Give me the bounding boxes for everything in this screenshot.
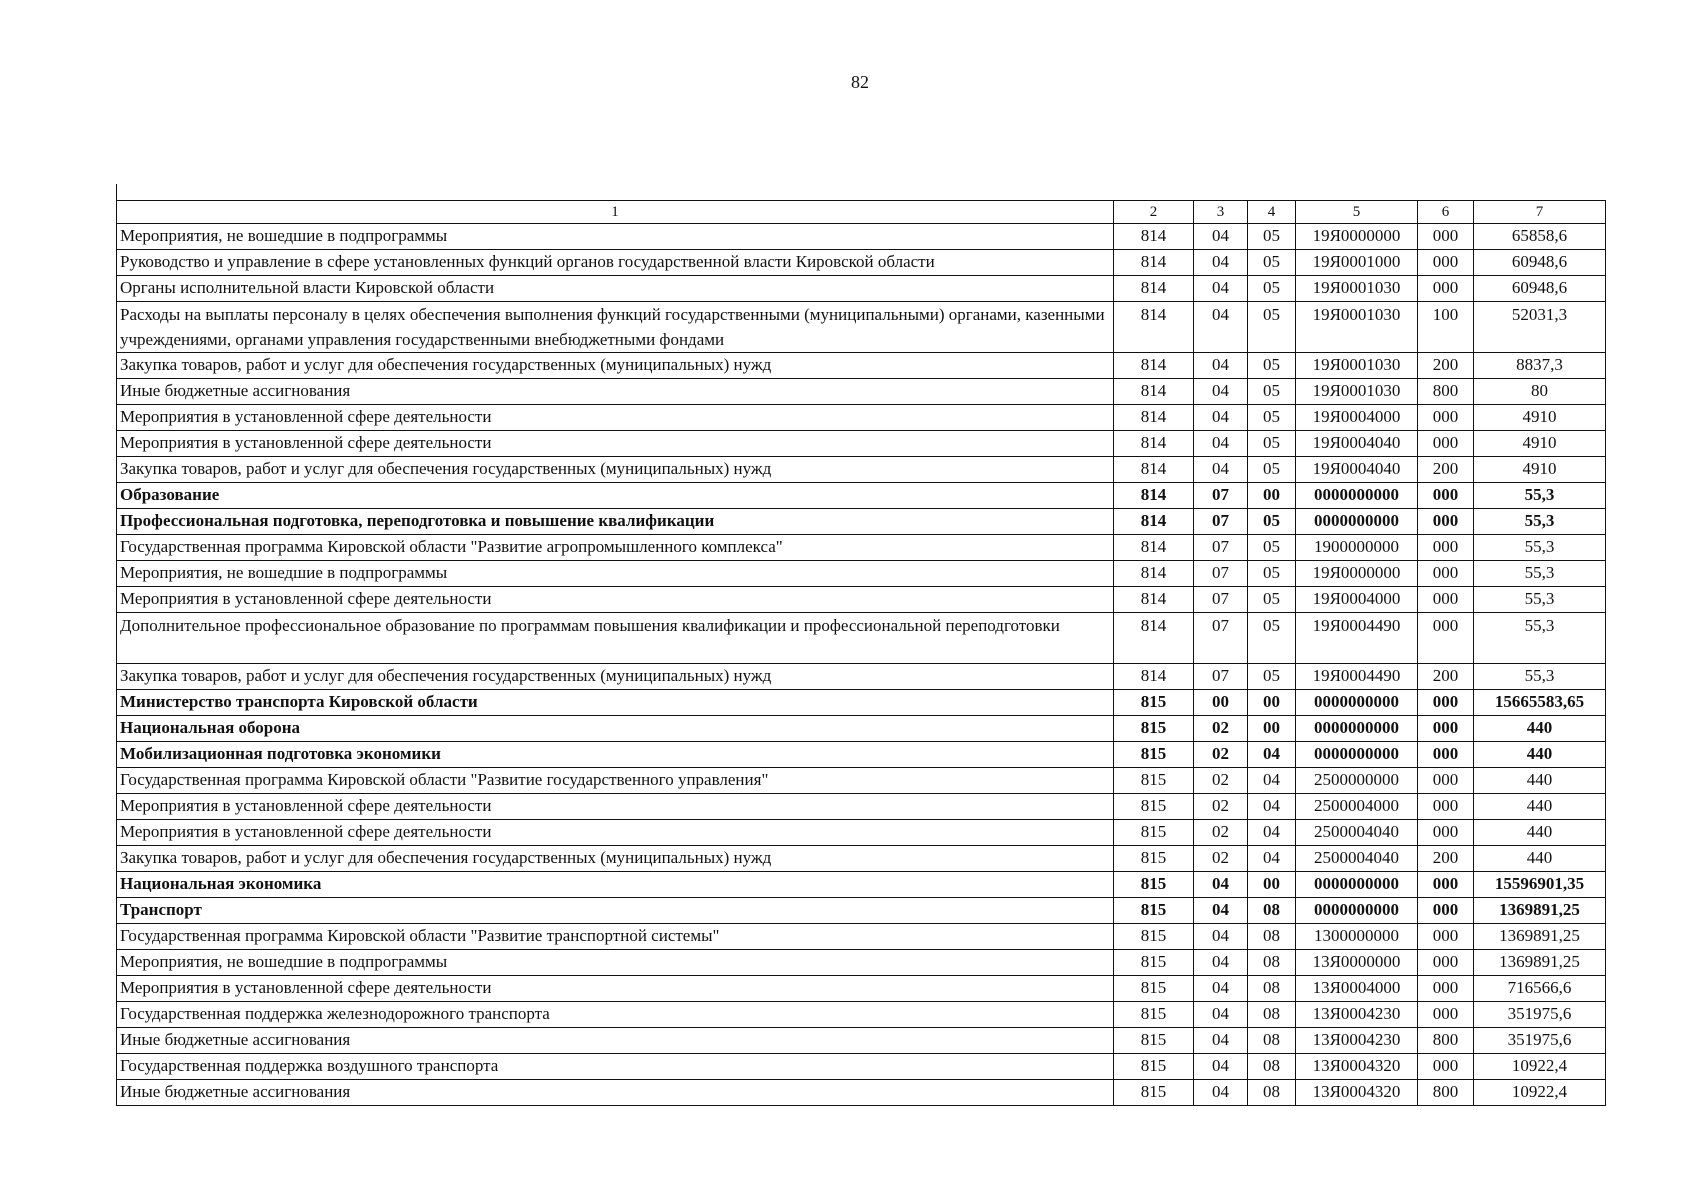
row-section-cell: 07 [1194, 483, 1248, 509]
row-subsection-cell: 05 [1248, 302, 1296, 353]
row-amount-cell: 55,3 [1474, 483, 1606, 509]
row-ministry-code-cell: 814 [1114, 224, 1194, 250]
page-number: 82 [851, 72, 869, 92]
row-subsection-cell: 05 [1248, 561, 1296, 587]
row-ministry-code-cell: 815 [1114, 690, 1194, 716]
row-target-article-cell: 0000000000 [1296, 742, 1418, 768]
row-expense-type-cell: 000 [1418, 1002, 1474, 1028]
row-expense-type-cell: 000 [1418, 794, 1474, 820]
row-subsection-cell: 05 [1248, 535, 1296, 561]
row-ministry-code-cell: 814 [1114, 302, 1194, 353]
row-target-article-cell: 19Я0001000 [1296, 250, 1418, 276]
row-section-cell: 02 [1194, 742, 1248, 768]
table-row [117, 509, 1606, 535]
row-ministry-code-cell: 815 [1114, 768, 1194, 794]
row-expense-type-cell: 000 [1418, 405, 1474, 431]
row-subsection-cell: 08 [1248, 1080, 1296, 1106]
row-target-article-cell: 0000000000 [1296, 483, 1418, 509]
row-section-cell: 07 [1194, 509, 1248, 535]
row-target-article-cell: 0000000000 [1296, 509, 1418, 535]
row-section-cell: 02 [1194, 846, 1248, 872]
row-expense-type-cell: 100 [1418, 302, 1474, 353]
row-ministry-code-cell: 815 [1114, 924, 1194, 950]
row-section-cell: 07 [1194, 535, 1248, 561]
row-amount-cell: 55,3 [1474, 664, 1606, 690]
row-amount-cell: 440 [1474, 820, 1606, 846]
table-row [117, 664, 1606, 690]
table-row [117, 250, 1606, 276]
row-target-article-cell: 13Я0004230 [1296, 1002, 1418, 1028]
row-subsection-cell: 08 [1248, 950, 1296, 976]
row-name-cell: Дополнительное профессиональное образование по программам повышения квалификации и профессиональной переподготовки [117, 613, 1114, 664]
row-amount-cell: 440 [1474, 846, 1606, 872]
table-row [117, 716, 1606, 742]
table-row [117, 353, 1606, 379]
row-expense-type-cell: 000 [1418, 276, 1474, 302]
table-row [117, 924, 1606, 950]
table-row [117, 224, 1606, 250]
table-row [117, 561, 1606, 587]
row-expense-type-cell: 000 [1418, 431, 1474, 457]
row-target-article-cell: 1300000000 [1296, 924, 1418, 950]
header-cell: 4 [1248, 201, 1296, 224]
table-row [117, 898, 1606, 924]
table-row [117, 872, 1606, 898]
row-expense-type-cell: 000 [1418, 587, 1474, 613]
row-expense-type-cell: 800 [1418, 1028, 1474, 1054]
row-target-article-cell: 19Я0004000 [1296, 405, 1418, 431]
row-name-cell: Государственная поддержка железнодорожного транспорта [117, 1002, 1114, 1028]
table-row [117, 302, 1606, 353]
row-amount-cell: 4910 [1474, 457, 1606, 483]
row-subsection-cell: 04 [1248, 820, 1296, 846]
row-section-cell: 04 [1194, 1002, 1248, 1028]
row-amount-cell: 60948,6 [1474, 250, 1606, 276]
row-expense-type-cell: 200 [1418, 664, 1474, 690]
row-name-cell: Министерство транспорта Кировской области [117, 690, 1114, 716]
row-ministry-code-cell: 815 [1114, 1054, 1194, 1080]
table-row [117, 1080, 1606, 1106]
row-amount-cell: 55,3 [1474, 561, 1606, 587]
table-row [117, 768, 1606, 794]
row-target-article-cell: 0000000000 [1296, 898, 1418, 924]
row-target-article-cell: 19Я0000000 [1296, 561, 1418, 587]
row-subsection-cell: 05 [1248, 250, 1296, 276]
table-row [117, 457, 1606, 483]
row-target-article-cell: 19Я0004490 [1296, 664, 1418, 690]
row-amount-cell: 716566,6 [1474, 976, 1606, 1002]
row-ministry-code-cell: 814 [1114, 379, 1194, 405]
row-amount-cell: 4910 [1474, 405, 1606, 431]
row-amount-cell: 440 [1474, 768, 1606, 794]
row-amount-cell: 52031,3 [1474, 302, 1606, 353]
row-expense-type-cell: 000 [1418, 716, 1474, 742]
row-section-cell: 02 [1194, 794, 1248, 820]
row-amount-cell: 1369891,25 [1474, 924, 1606, 950]
row-name-cell: Мероприятия в установленной сфере деятельности [117, 587, 1114, 613]
row-subsection-cell: 05 [1248, 509, 1296, 535]
row-subsection-cell: 05 [1248, 613, 1296, 664]
row-expense-type-cell: 000 [1418, 1054, 1474, 1080]
row-subsection-cell: 00 [1248, 872, 1296, 898]
row-name-cell: Мероприятия в установленной сфере деятельности [117, 405, 1114, 431]
row-name-cell: Мероприятия, не вошедшие в подпрограммы [117, 950, 1114, 976]
row-section-cell: 04 [1194, 250, 1248, 276]
row-section-cell: 04 [1194, 924, 1248, 950]
header-cell: 3 [1194, 201, 1248, 224]
row-subsection-cell: 00 [1248, 690, 1296, 716]
row-name-cell: Мероприятия в установленной сфере деятельности [117, 820, 1114, 846]
row-ministry-code-cell: 814 [1114, 431, 1194, 457]
row-amount-cell: 4910 [1474, 431, 1606, 457]
row-section-cell: 04 [1194, 431, 1248, 457]
row-ministry-code-cell: 814 [1114, 664, 1194, 690]
row-name-cell: Закупка товаров, работ и услуг для обеспечения государственных (муниципальных) нужд [117, 664, 1114, 690]
row-section-cell: 04 [1194, 976, 1248, 1002]
row-amount-cell: 55,3 [1474, 587, 1606, 613]
row-subsection-cell: 05 [1248, 276, 1296, 302]
row-ministry-code-cell: 814 [1114, 483, 1194, 509]
row-subsection-cell: 04 [1248, 742, 1296, 768]
row-ministry-code-cell: 815 [1114, 820, 1194, 846]
header-cell: 5 [1296, 201, 1418, 224]
row-target-article-cell: 19Я0001030 [1296, 379, 1418, 405]
row-target-article-cell: 13Я0004000 [1296, 976, 1418, 1002]
table-row [117, 1002, 1606, 1028]
header-cell: 1 [117, 201, 1114, 224]
row-expense-type-cell: 800 [1418, 379, 1474, 405]
row-section-cell: 04 [1194, 457, 1248, 483]
row-ministry-code-cell: 815 [1114, 976, 1194, 1002]
row-name-cell: Расходы на выплаты персоналу в целях обеспечения выполнения функций государственными (муниципальными) органами, казенными учреждениями, органами управления государственными внебюджетными фондами [117, 302, 1114, 353]
header-cell: 7 [1474, 201, 1606, 224]
row-target-article-cell: 0000000000 [1296, 872, 1418, 898]
row-section-cell: 04 [1194, 353, 1248, 379]
row-amount-cell: 1369891,25 [1474, 950, 1606, 976]
row-expense-type-cell: 000 [1418, 924, 1474, 950]
row-section-cell: 07 [1194, 664, 1248, 690]
row-expense-type-cell: 000 [1418, 820, 1474, 846]
table-row [117, 690, 1606, 716]
row-expense-type-cell: 800 [1418, 1080, 1474, 1106]
row-amount-cell: 440 [1474, 742, 1606, 768]
table-row [117, 379, 1606, 405]
row-name-cell: Государственная программа Кировской области "Развитие агропромышленного комплекса" [117, 535, 1114, 561]
row-expense-type-cell: 000 [1418, 950, 1474, 976]
row-name-cell: Национальная оборона [117, 716, 1114, 742]
row-expense-type-cell: 000 [1418, 690, 1474, 716]
row-section-cell: 04 [1194, 405, 1248, 431]
table-row [117, 950, 1606, 976]
row-name-cell: Мобилизационная подготовка экономики [117, 742, 1114, 768]
row-target-article-cell: 19Я0001030 [1296, 276, 1418, 302]
table-row [117, 820, 1606, 846]
row-name-cell: Закупка товаров, работ и услуг для обеспечения государственных (муниципальных) нужд [117, 353, 1114, 379]
budget-table [116, 200, 1606, 1106]
row-ministry-code-cell: 814 [1114, 613, 1194, 664]
header-cell: 2 [1114, 201, 1194, 224]
row-subsection-cell: 00 [1248, 716, 1296, 742]
row-expense-type-cell: 000 [1418, 976, 1474, 1002]
row-name-cell: Мероприятия в установленной сфере деятельности [117, 794, 1114, 820]
table-row [117, 742, 1606, 768]
row-target-article-cell: 19Я0000000 [1296, 224, 1418, 250]
row-subsection-cell: 05 [1248, 224, 1296, 250]
table-row [117, 846, 1606, 872]
row-expense-type-cell: 200 [1418, 353, 1474, 379]
row-name-cell: Иные бюджетные ассигнования [117, 379, 1114, 405]
row-name-cell: Профессиональная подготовка, переподготовка и повышение квалификации [117, 509, 1114, 535]
row-amount-cell: 15665583,65 [1474, 690, 1606, 716]
row-ministry-code-cell: 814 [1114, 587, 1194, 613]
row-section-cell: 04 [1194, 898, 1248, 924]
row-expense-type-cell: 000 [1418, 250, 1474, 276]
row-subsection-cell: 05 [1248, 664, 1296, 690]
table-row [117, 405, 1606, 431]
row-name-cell: Органы исполнительной власти Кировской области [117, 276, 1114, 302]
row-expense-type-cell: 000 [1418, 613, 1474, 664]
row-amount-cell: 351975,6 [1474, 1002, 1606, 1028]
row-ministry-code-cell: 815 [1114, 742, 1194, 768]
row-target-article-cell: 2500004000 [1296, 794, 1418, 820]
row-amount-cell: 15596901,35 [1474, 872, 1606, 898]
table-row [117, 587, 1606, 613]
row-section-cell: 04 [1194, 1054, 1248, 1080]
row-name-cell: Закупка товаров, работ и услуг для обеспечения государственных (муниципальных) нужд [117, 846, 1114, 872]
row-expense-type-cell: 200 [1418, 457, 1474, 483]
row-amount-cell: 55,3 [1474, 509, 1606, 535]
row-name-cell: Закупка товаров, работ и услуг для обеспечения государственных (муниципальных) нужд [117, 457, 1114, 483]
row-amount-cell: 55,3 [1474, 535, 1606, 561]
table-row [117, 794, 1606, 820]
row-name-cell: Национальная экономика [117, 872, 1114, 898]
row-ministry-code-cell: 815 [1114, 1080, 1194, 1106]
table-row [117, 976, 1606, 1002]
row-expense-type-cell: 000 [1418, 742, 1474, 768]
row-amount-cell: 80 [1474, 379, 1606, 405]
row-subsection-cell: 05 [1248, 431, 1296, 457]
row-name-cell: Мероприятия в установленной сфере деятельности [117, 976, 1114, 1002]
table-corner-mark [116, 184, 117, 200]
table-row [117, 431, 1606, 457]
row-target-article-cell: 13Я0000000 [1296, 950, 1418, 976]
table-body [117, 201, 1606, 1106]
row-target-article-cell: 2500000000 [1296, 768, 1418, 794]
row-target-article-cell: 19Я0004000 [1296, 587, 1418, 613]
row-expense-type-cell: 000 [1418, 872, 1474, 898]
row-target-article-cell: 1900000000 [1296, 535, 1418, 561]
row-subsection-cell: 00 [1248, 483, 1296, 509]
row-target-article-cell: 13Я0004320 [1296, 1080, 1418, 1106]
row-target-article-cell: 2500004040 [1296, 820, 1418, 846]
row-ministry-code-cell: 814 [1114, 276, 1194, 302]
row-expense-type-cell: 000 [1418, 483, 1474, 509]
row-subsection-cell: 08 [1248, 924, 1296, 950]
row-amount-cell: 55,3 [1474, 613, 1606, 664]
row-section-cell: 07 [1194, 613, 1248, 664]
row-subsection-cell: 08 [1248, 976, 1296, 1002]
header-cell: 6 [1418, 201, 1474, 224]
row-amount-cell: 60948,6 [1474, 276, 1606, 302]
row-name-cell: Государственная программа Кировской области "Развитие транспортной системы" [117, 924, 1114, 950]
row-section-cell: 07 [1194, 587, 1248, 613]
row-ministry-code-cell: 815 [1114, 846, 1194, 872]
row-ministry-code-cell: 814 [1114, 509, 1194, 535]
row-ministry-code-cell: 815 [1114, 1028, 1194, 1054]
row-section-cell: 04 [1194, 950, 1248, 976]
row-subsection-cell: 04 [1248, 794, 1296, 820]
row-target-article-cell: 13Я0004230 [1296, 1028, 1418, 1054]
row-amount-cell: 8837,3 [1474, 353, 1606, 379]
row-name-cell: Транспорт [117, 898, 1114, 924]
row-amount-cell: 351975,6 [1474, 1028, 1606, 1054]
row-amount-cell: 10922,4 [1474, 1054, 1606, 1080]
row-section-cell: 02 [1194, 820, 1248, 846]
row-section-cell: 04 [1194, 1080, 1248, 1106]
row-target-article-cell: 19Я0001030 [1296, 302, 1418, 353]
row-section-cell: 04 [1194, 379, 1248, 405]
row-amount-cell: 65858,6 [1474, 224, 1606, 250]
table-header-row [117, 201, 1606, 224]
row-ministry-code-cell: 814 [1114, 405, 1194, 431]
row-target-article-cell: 19Я0004040 [1296, 431, 1418, 457]
table-row [117, 483, 1606, 509]
row-section-cell: 04 [1194, 224, 1248, 250]
row-name-cell: Мероприятия в установленной сфере деятельности [117, 431, 1114, 457]
row-section-cell: 02 [1194, 768, 1248, 794]
row-name-cell: Иные бюджетные ассигнования [117, 1080, 1114, 1106]
row-subsection-cell: 04 [1248, 846, 1296, 872]
row-subsection-cell: 05 [1248, 353, 1296, 379]
row-section-cell: 07 [1194, 561, 1248, 587]
table-row [117, 613, 1606, 664]
row-ministry-code-cell: 814 [1114, 457, 1194, 483]
row-subsection-cell: 04 [1248, 768, 1296, 794]
row-subsection-cell: 05 [1248, 405, 1296, 431]
row-name-cell: Государственная поддержка воздушного транспорта [117, 1054, 1114, 1080]
row-ministry-code-cell: 814 [1114, 353, 1194, 379]
row-amount-cell: 440 [1474, 794, 1606, 820]
row-ministry-code-cell: 815 [1114, 794, 1194, 820]
row-target-article-cell: 19Я0004040 [1296, 457, 1418, 483]
row-subsection-cell: 05 [1248, 457, 1296, 483]
row-target-article-cell: 19Я0004490 [1296, 613, 1418, 664]
row-target-article-cell: 13Я0004320 [1296, 1054, 1418, 1080]
row-name-cell: Мероприятия, не вошедшие в подпрограммы [117, 561, 1114, 587]
table-row [117, 1028, 1606, 1054]
row-subsection-cell: 05 [1248, 587, 1296, 613]
row-expense-type-cell: 000 [1418, 561, 1474, 587]
row-name-cell: Руководство и управление в сфере установленных функций органов государственной власти Кировской области [117, 250, 1114, 276]
row-expense-type-cell: 200 [1418, 846, 1474, 872]
row-target-article-cell: 0000000000 [1296, 690, 1418, 716]
row-subsection-cell: 08 [1248, 1054, 1296, 1080]
table-row [117, 276, 1606, 302]
row-section-cell: 00 [1194, 690, 1248, 716]
row-section-cell: 04 [1194, 872, 1248, 898]
row-name-cell: Образование [117, 483, 1114, 509]
row-ministry-code-cell: 815 [1114, 1002, 1194, 1028]
row-section-cell: 02 [1194, 716, 1248, 742]
row-name-cell: Иные бюджетные ассигнования [117, 1028, 1114, 1054]
row-amount-cell: 1369891,25 [1474, 898, 1606, 924]
row-section-cell: 04 [1194, 1028, 1248, 1054]
row-subsection-cell: 08 [1248, 898, 1296, 924]
row-expense-type-cell: 000 [1418, 224, 1474, 250]
row-section-cell: 04 [1194, 302, 1248, 353]
row-expense-type-cell: 000 [1418, 768, 1474, 794]
row-ministry-code-cell: 815 [1114, 716, 1194, 742]
row-subsection-cell: 05 [1248, 379, 1296, 405]
row-amount-cell: 440 [1474, 716, 1606, 742]
row-target-article-cell: 19Я0001030 [1296, 353, 1418, 379]
row-ministry-code-cell: 815 [1114, 872, 1194, 898]
row-section-cell: 04 [1194, 276, 1248, 302]
table-row [117, 535, 1606, 561]
row-ministry-code-cell: 814 [1114, 561, 1194, 587]
row-ministry-code-cell: 814 [1114, 250, 1194, 276]
row-expense-type-cell: 000 [1418, 535, 1474, 561]
row-subsection-cell: 08 [1248, 1002, 1296, 1028]
row-expense-type-cell: 000 [1418, 509, 1474, 535]
row-subsection-cell: 08 [1248, 1028, 1296, 1054]
row-expense-type-cell: 000 [1418, 898, 1474, 924]
row-name-cell: Государственная программа Кировской области "Развитие государственного управления" [117, 768, 1114, 794]
row-ministry-code-cell: 815 [1114, 898, 1194, 924]
row-name-cell: Мероприятия, не вошедшие в подпрограммы [117, 224, 1114, 250]
table-row [117, 1054, 1606, 1080]
row-target-article-cell: 2500004040 [1296, 846, 1418, 872]
row-ministry-code-cell: 814 [1114, 535, 1194, 561]
row-amount-cell: 10922,4 [1474, 1080, 1606, 1106]
row-ministry-code-cell: 815 [1114, 950, 1194, 976]
row-target-article-cell: 0000000000 [1296, 716, 1418, 742]
